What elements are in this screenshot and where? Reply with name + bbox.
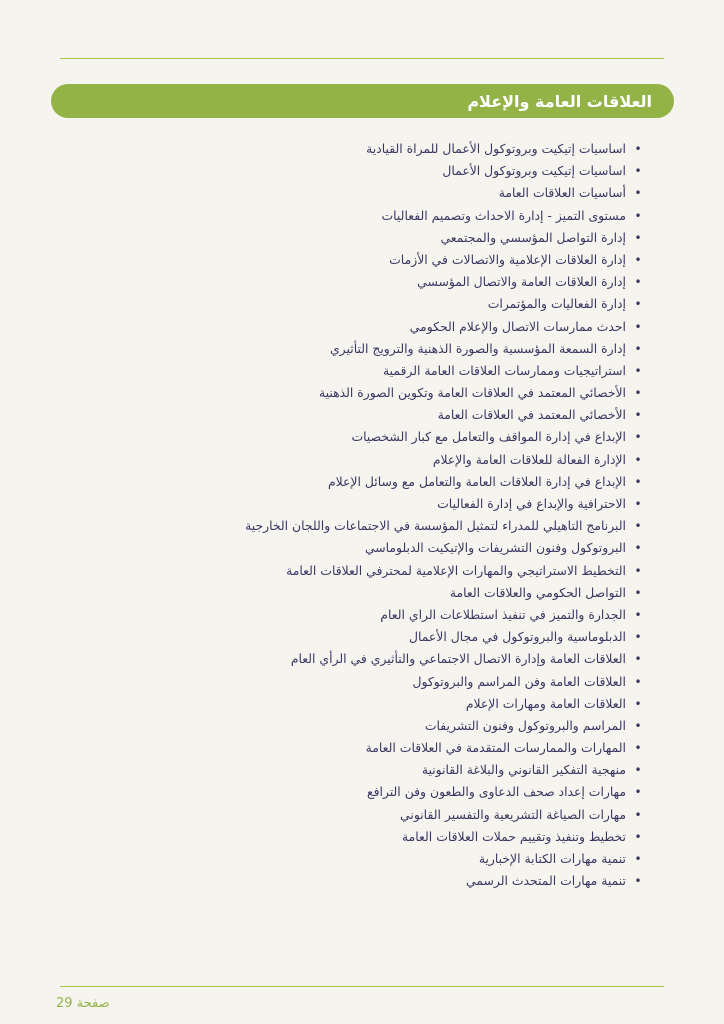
course-title: المهارات والممارسات المتقدمة في العلاقات العامة bbox=[365, 740, 626, 756]
course-title: الدبلوماسية والبروتوكول في مجال الأعمال bbox=[408, 629, 626, 645]
bullet-icon: • bbox=[634, 652, 642, 667]
course-item bbox=[84, 160, 644, 182]
bullet-icon: • bbox=[634, 519, 642, 534]
bullet-icon: • bbox=[634, 607, 642, 622]
page-number: صفحة 29 bbox=[56, 996, 110, 1011]
bullet-icon: • bbox=[634, 807, 642, 822]
course-title: الأخصائي المعتمد في العلاقات العامة bbox=[437, 407, 626, 423]
section-header bbox=[51, 84, 674, 118]
course-title: استراتيجيات وممارسات العلاقات العامة الرقمية bbox=[382, 362, 626, 378]
course-item bbox=[84, 870, 644, 892]
bullet-icon: • bbox=[634, 718, 642, 733]
course-title: إدارة العلاقات العامة والاتصال المؤسسي bbox=[417, 274, 626, 290]
course-item bbox=[84, 515, 644, 537]
course-item bbox=[84, 759, 644, 781]
bullet-icon: • bbox=[634, 230, 642, 245]
course-list bbox=[84, 138, 644, 892]
course-item bbox=[84, 382, 644, 404]
section-title: العلاقات العامة والإعلام bbox=[467, 91, 652, 111]
course-title: احدث ممارسات الاتصال والإعلام الحكومي bbox=[409, 318, 626, 334]
course-title: التخطيط الاستراتيجي والمهارات الإعلامية لمحترفي العلاقات العامة bbox=[286, 562, 626, 578]
course-title: الإبداع في إدارة العلاقات العامة والتعامل مع وسائل الإعلام bbox=[327, 473, 626, 489]
course-item bbox=[84, 848, 644, 870]
course-item bbox=[84, 493, 644, 515]
course-title: مهارات إعداد صحف الدعاوى والطعون وفن الترافع bbox=[367, 784, 626, 800]
course-item bbox=[84, 249, 644, 271]
bullet-icon: • bbox=[634, 452, 642, 467]
course-item bbox=[84, 182, 644, 204]
bullet-icon: • bbox=[634, 386, 642, 401]
course-title: الجدارة والتميز في تنفيذ استطلاعات الراي العام bbox=[380, 606, 626, 622]
course-title: إدارة التواصل المؤسسي والمجتمعي bbox=[440, 229, 626, 245]
bullet-icon: • bbox=[634, 497, 642, 511]
course-title: الاحترافية والإبداع في إدارة الفعاليات bbox=[437, 496, 626, 511]
bullet-icon: • bbox=[634, 275, 642, 290]
bullet-icon: • bbox=[634, 142, 642, 156]
course-title: مستوى التميز - إدارة الاحداث وتصميم الفعاليات bbox=[381, 207, 626, 223]
bullet-icon: • bbox=[634, 763, 642, 778]
course-item bbox=[84, 293, 644, 315]
course-item bbox=[84, 471, 644, 493]
bullet-icon: • bbox=[634, 563, 642, 578]
bullet-icon: • bbox=[634, 585, 642, 600]
course-title: اساسيات إتيكيت وبروتوكول الأعمال للمراة القيادية bbox=[366, 141, 626, 156]
bottom-divider bbox=[60, 986, 664, 987]
bullet-icon: • bbox=[634, 252, 642, 267]
course-item bbox=[84, 648, 644, 670]
course-item bbox=[84, 138, 644, 160]
course-title: البرنامج التاهيلي للمدراء لتمثيل المؤسسة في الاجتماعات واللجان الخارجية bbox=[245, 518, 626, 534]
course-item bbox=[84, 626, 644, 648]
course-item bbox=[84, 693, 644, 715]
course-title: التواصل الحكومي والعلاقات العامة bbox=[449, 584, 626, 600]
course-item bbox=[84, 316, 644, 338]
bullet-icon: • bbox=[634, 874, 642, 889]
bullet-icon: • bbox=[634, 297, 642, 312]
bullet-icon: • bbox=[634, 630, 642, 645]
course-title: الإدارة الفعالة للعلاقات العامة والإعلام bbox=[432, 451, 626, 467]
course-title: إدارة العلاقات الإعلامية والاتصالات في الأزمات bbox=[389, 251, 626, 267]
course-item bbox=[84, 426, 644, 448]
course-title: العلاقات العامة وإدارة الاتصال الاجتماعي والتأثيري في الرأي العام bbox=[290, 651, 626, 667]
course-title: تخطيط وتنفيذ وتقييم حملات العلاقات العامة bbox=[402, 828, 626, 844]
bullet-icon: • bbox=[634, 319, 642, 334]
course-item bbox=[84, 582, 644, 604]
bullet-icon: • bbox=[634, 474, 642, 489]
bullet-icon: • bbox=[634, 785, 642, 800]
course-item bbox=[84, 205, 644, 227]
course-title: منهجية التفكير القانوني والبلاغة القانونية bbox=[421, 762, 626, 778]
course-title: الأخصائي المعتمد في العلاقات العامة وتكوين الصورة الذهنية bbox=[318, 385, 626, 401]
course-title: البروتوكول وفنون التشريفات والإتيكيت الدبلوماسي bbox=[364, 540, 626, 556]
course-title: العلاقات العامة ومهارات الإعلام bbox=[465, 695, 626, 711]
course-item bbox=[84, 804, 644, 826]
course-title: إدارة السمعة المؤسسية والصورة الذهنية والترويج التأثيري bbox=[329, 340, 626, 356]
course-title: تنمية مهارات الكتابة الإخبارية bbox=[478, 851, 626, 866]
course-title: إدارة الفعاليات والمؤتمرات bbox=[487, 296, 626, 312]
course-item bbox=[84, 671, 644, 693]
bullet-icon: • bbox=[634, 741, 642, 756]
bullet-icon: • bbox=[634, 430, 642, 445]
bullet-icon: • bbox=[634, 408, 642, 423]
bullet-icon: • bbox=[634, 829, 642, 844]
course-item bbox=[84, 271, 644, 293]
course-item bbox=[84, 826, 644, 848]
course-title: اساسيات إتيكيت وبروتوكول الأعمال bbox=[442, 163, 626, 179]
bullet-icon: • bbox=[634, 852, 642, 866]
bullet-icon: • bbox=[634, 208, 642, 223]
course-item bbox=[84, 227, 644, 249]
course-item bbox=[84, 604, 644, 626]
course-item bbox=[84, 560, 644, 582]
course-item bbox=[84, 537, 644, 559]
course-item bbox=[84, 715, 644, 737]
bullet-icon: • bbox=[634, 696, 642, 711]
course-item bbox=[84, 449, 644, 471]
course-title: المراسم والبروتوكول وفنون التشريفات bbox=[424, 717, 626, 733]
course-title: أساسيات العلاقات العامة bbox=[498, 185, 626, 201]
course-item bbox=[84, 338, 644, 360]
course-item bbox=[84, 360, 644, 382]
bullet-icon: • bbox=[634, 363, 642, 378]
bullet-icon: • bbox=[634, 341, 642, 356]
course-title: العلاقات العامة وفن المراسم والبروتوكول bbox=[412, 673, 626, 689]
course-title: الإبداع في إدارة المواقف والتعامل مع كبار الشخصيات bbox=[351, 429, 626, 445]
bullet-icon: • bbox=[634, 164, 642, 179]
course-title: تنمية مهارات المتحدث الرسمي bbox=[466, 873, 626, 889]
course-item bbox=[84, 737, 644, 759]
bullet-icon: • bbox=[634, 541, 642, 556]
course-item bbox=[84, 404, 644, 426]
course-title: مهارات الصياغة التشريعية والتفسير القانوني bbox=[400, 806, 626, 822]
bullet-icon: • bbox=[634, 674, 642, 689]
course-item bbox=[84, 781, 644, 803]
top-divider bbox=[60, 58, 664, 59]
bullet-icon: • bbox=[634, 186, 642, 201]
